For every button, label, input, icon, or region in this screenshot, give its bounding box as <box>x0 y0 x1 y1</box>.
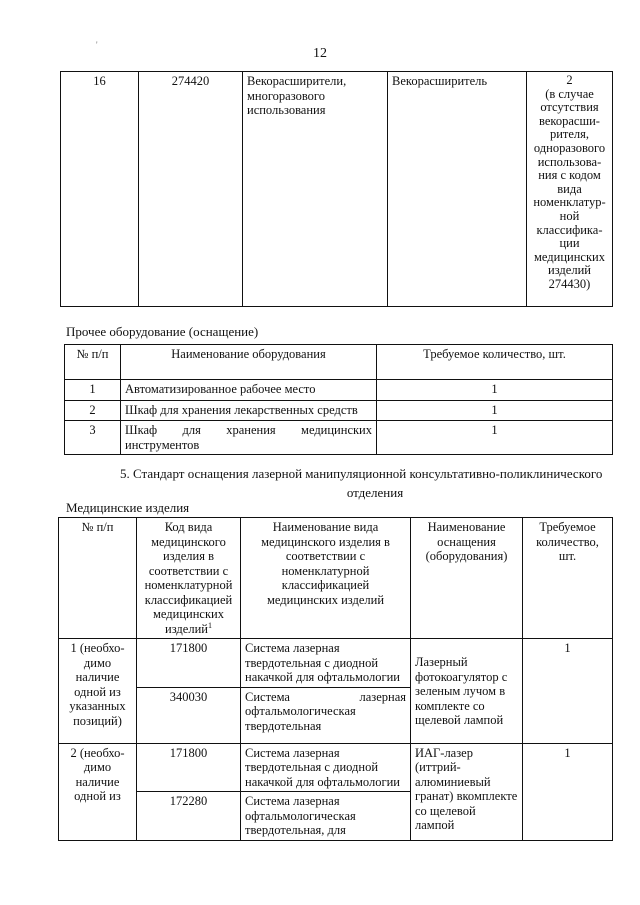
device-name-cell: Система лазерная офтальмологическая твердотельная, для <box>241 792 411 841</box>
page-number: 12 <box>313 46 327 61</box>
code-cell: 274420 <box>139 72 243 307</box>
header-name: Наименование оборудования <box>121 345 377 380</box>
header-qty: Требуемое количество, шт. <box>377 345 613 380</box>
other-equipment-title: Прочее оборудование (оснащение) <box>66 324 259 339</box>
quantity-cell: 1 <box>523 743 613 840</box>
table-row <box>59 639 613 688</box>
header-code: Код вида медицинского изделия в соответствии с номенклатурной классификацией медицинских изделий$^1$ <box>137 518 241 639</box>
header-qty: Требуемое количество, шт. <box>523 518 613 639</box>
row-number: 2 (необхо-димо наличие одной из <box>59 743 137 840</box>
section-heading-cont: отделения <box>346 485 404 500</box>
row-number: 1 (необхо-димо наличие одной из указанных позиций) <box>59 639 137 744</box>
equipment-cell: ИАГ-лазер (иттрий-алюминиевый гранат) вкомплекте со щелевой лампой <box>411 743 523 840</box>
code-cell: 171800 <box>137 743 241 792</box>
device-name-cell: Система лазерная офтальмологическая твердотельная <box>241 687 411 743</box>
table-row: 2 Шкаф для хранения лекарственных средств 1 <box>65 401 613 421</box>
table-header <box>59 518 613 639</box>
table-header <box>65 345 613 380</box>
equipment-cell: Лазерный фотокоагулятор с зеленым лучом в комплекте со щелевой лампой <box>411 639 523 744</box>
header-num: № п/п <box>59 518 137 639</box>
table-row: 1 Автоматизированное рабочее место 1 <box>65 380 613 401</box>
code-cell: 340030 <box>137 687 241 743</box>
top-table <box>60 71 613 307</box>
table-row <box>61 72 613 307</box>
medical-devices-subtitle: Медицинские изделия <box>66 500 190 515</box>
code-cell: 172280 <box>137 792 241 841</box>
stray-mark: ' <box>96 40 98 50</box>
table-row: 3 Шкаф для хранения медицинских инструментов 1 <box>65 421 613 455</box>
other-equipment-table <box>64 344 613 455</box>
quantity-cell: 2 (в случае отсутствия векорасши- рителя, одноразового использова- ния с кодом вида номенклатур- ной классифика- ции медицинских изделий 274430) <box>527 72 613 307</box>
section-heading: 5. Стандарт оснащения лазерной манипуляционной консультативно-поликлинического <box>120 466 603 481</box>
device-name-cell: Система лазерная твердотельная с диодной накачкой для офтальмологии <box>241 743 411 792</box>
code-cell: 171800 <box>137 639 241 688</box>
device-name-cell: Система лазерная твердотельная с диодной накачкой для офтальмологии <box>241 639 411 688</box>
quantity-cell: 1 <box>523 639 613 744</box>
header-device-name: Наименование вида медицинского изделия в соответствии с номенклатурной классификацией медицинских изделий <box>241 518 411 639</box>
device-name-cell: Векорасширители, многоразового использования <box>243 72 388 307</box>
header-num: № п/п <box>65 345 121 380</box>
row-number: 16 <box>61 72 139 307</box>
equipment-cell: Векорасширитель <box>388 72 527 307</box>
medical-devices-table <box>58 517 613 841</box>
table-row <box>59 743 613 792</box>
header-equipment: Наименование оснащения (оборудования) <box>411 518 523 639</box>
